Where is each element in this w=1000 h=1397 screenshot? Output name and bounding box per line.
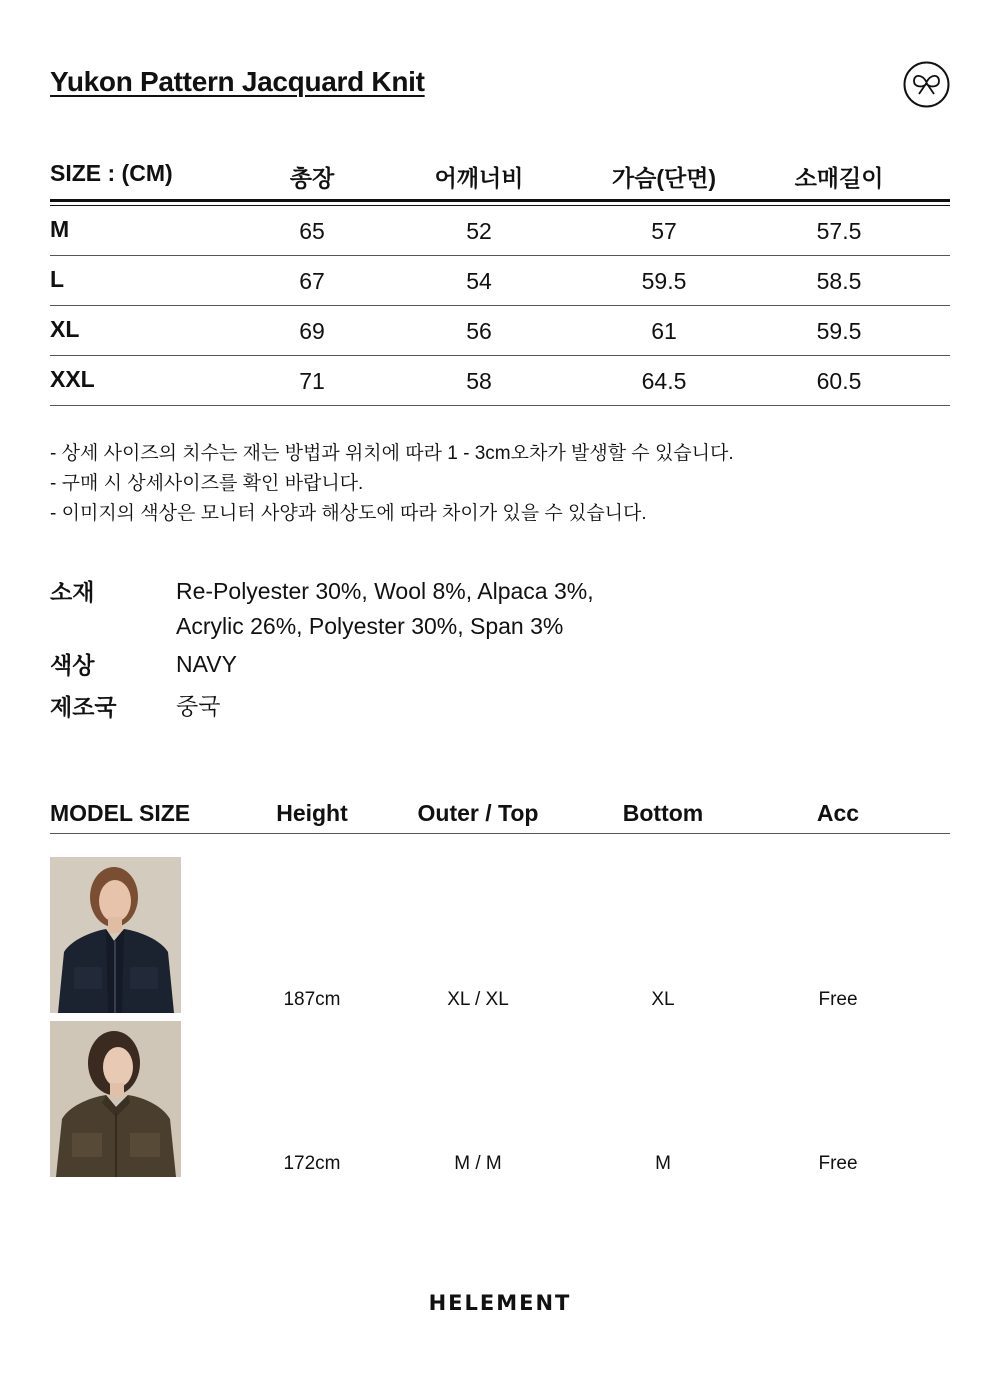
note-line: - 이미지의 색상은 모니터 사양과 해상도에 따라 차이가 있을 수 있습니다.	[50, 503, 647, 524]
fabric-value-line1: Re-Polyester 30%, Wool 8%, Alpaca 3%,	[176, 578, 594, 604]
table-cell: 59.5	[641, 268, 687, 294]
table-row	[50, 356, 950, 406]
column-header-model-size: MODEL SIZE	[50, 800, 191, 826]
column-header-sleeve: 소매길이	[794, 165, 884, 191]
color-label: 색상	[50, 652, 95, 678]
model-height: 172cm	[283, 1153, 341, 1174]
column-header-shoulder: 어깨너비	[434, 165, 524, 191]
size-notes	[50, 439, 734, 529]
table-row	[50, 306, 950, 356]
size-header-label: SIZE : (CM)	[50, 160, 173, 186]
column-header-chest: 가슴(단면)	[611, 165, 717, 191]
table-cell: 52	[466, 218, 492, 244]
table-cell: 71	[299, 368, 325, 394]
table-cell: 57.5	[816, 218, 862, 244]
column-header-height: Height	[276, 800, 348, 826]
brand-logo	[405, 1292, 595, 1314]
table-cell: 60.5	[816, 368, 862, 394]
model-acc: Free	[818, 1153, 858, 1174]
column-header-length: 총장	[289, 165, 335, 191]
table-cell: 64.5	[641, 368, 687, 394]
size-label: XXL	[50, 366, 95, 392]
model-bottom: M	[655, 1153, 671, 1174]
size-table	[50, 150, 950, 406]
table-row	[50, 256, 950, 306]
note-line: - 구매 시 상세사이즈를 확인 바랍니다.	[50, 473, 364, 494]
brand-text: HELEMENT	[428, 1292, 572, 1314]
table-cell: 65	[299, 218, 325, 244]
table-cell: 58	[466, 368, 492, 394]
size-label: XL	[50, 316, 80, 342]
fabric-label: 소재	[50, 579, 95, 605]
model-outer-top: XL / XL	[447, 989, 509, 1010]
size-label: M	[50, 216, 70, 242]
model-outer-top: M / M	[454, 1153, 502, 1174]
column-header-outer-top: Outer / Top	[417, 800, 539, 826]
model-photo-icon	[50, 1021, 181, 1177]
note-line: - 상세 사이즈의 치수는 재는 방법과 위치에 따라 1 - 3cm오차가 발생할 수 있습니다.	[50, 443, 734, 464]
size-table-header	[50, 150, 950, 202]
model-photo-icon	[50, 857, 181, 1013]
model-acc: Free	[818, 989, 858, 1010]
model-height: 187cm	[283, 989, 341, 1010]
table-cell: 59.5	[816, 318, 862, 344]
product-title: Yukon Pattern Jacquard Knit	[50, 66, 425, 97]
table-cell: 67	[299, 268, 325, 294]
table-cell: 58.5	[816, 268, 862, 294]
color-value: NAVY	[176, 651, 237, 677]
origin-label: 제조국	[50, 694, 117, 720]
table-cell: 54	[466, 268, 492, 294]
column-header-bottom: Bottom	[622, 800, 704, 826]
table-cell: 69	[299, 318, 325, 344]
model-table-header	[50, 798, 950, 834]
table-row	[50, 206, 950, 256]
table-cell: 56	[466, 318, 492, 344]
size-label: L	[50, 266, 65, 292]
fabric-value-line2: Acrylic 26%, Polyester 30%, Span 3%	[176, 613, 564, 639]
table-cell: 61	[651, 318, 677, 344]
column-header-acc: Acc	[816, 800, 860, 826]
origin-value: 중국	[176, 693, 221, 719]
model-bottom: XL	[651, 989, 675, 1010]
table-cell: 57	[651, 218, 677, 244]
brand-mark-icon	[903, 61, 950, 108]
